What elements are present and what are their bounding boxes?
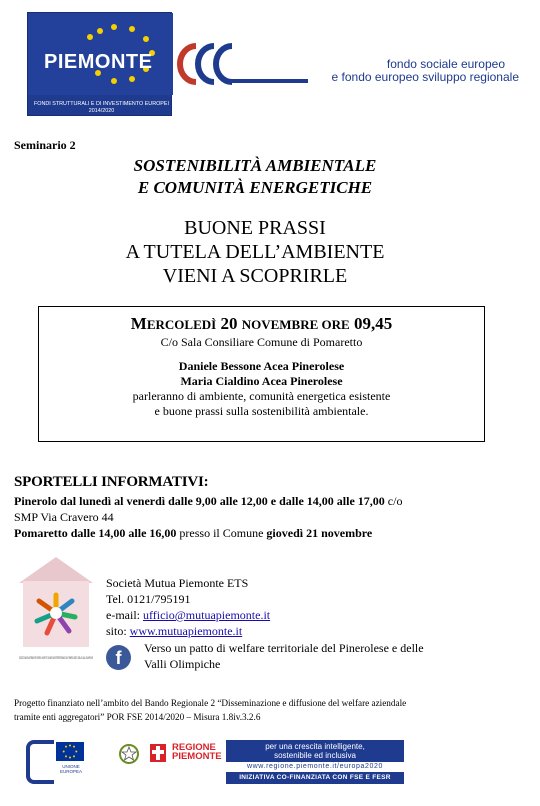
seminar-title-line1: SOSTENIBILITÀ AMBIENTALE: [133, 156, 377, 175]
info-line-address: SMP Via Cravero 44: [14, 510, 114, 524]
event-details-box: [38, 306, 485, 442]
ccc-logo-icon: [178, 42, 308, 86]
event-date-number: 20: [220, 314, 238, 333]
facebook-caption-line1: Verso un patto di welfare territoriale del Pinerolese e delle: [144, 641, 424, 655]
event-month-time-label: NOVEMBRE ORE: [241, 317, 350, 332]
seminar-title: [0, 155, 510, 199]
europa2020-banner: [226, 740, 404, 784]
smp-contact: [106, 575, 270, 639]
speaker-1: Daniele Bessone Acea Pinerolese: [178, 359, 345, 373]
funding-note-line1: Progetto finanziato nell’ambito del Bando Regionale 2 “Disseminazione e diffusione del welfare aziendale: [14, 698, 407, 708]
banner-url[interactable]: www.regione.piemonte.it/europa2020: [226, 762, 404, 772]
smp-site-link[interactable]: www.mutuapiemonte.it: [129, 624, 243, 638]
info-line-pinerolo: [14, 494, 402, 509]
seminar-label: Seminario 2: [14, 138, 76, 152]
info-line-pomaretto: [14, 526, 372, 541]
seminar-title-line2: E COMUNITÀ ENERGETICHE: [137, 178, 373, 197]
region-logo-word: PIEMONTE: [44, 51, 153, 73]
headline-line3: VIENI A SCOPRIRLE: [162, 265, 348, 287]
facebook-icon[interactable]: f: [106, 645, 131, 670]
region-logo-subtitle: FONDI STRUTTURALI E DI INVESTIMENTO EUROPEI 2014/2020: [34, 101, 169, 114]
smp-site-row: [106, 623, 270, 639]
regione-line1: REGIONE: [172, 742, 216, 753]
regione-piemonte-name: [172, 743, 222, 761]
smp-logo-icon: [17, 555, 95, 683]
eu-flag-stars-icon: [56, 742, 84, 761]
event-date: [39, 314, 484, 335]
speaker-2: Maria Cialdino Acea Pinerolese: [180, 374, 343, 388]
fse-line: fondo sociale europeo: [386, 57, 505, 71]
smp-tel: Tel. 0121/795191: [106, 592, 191, 606]
smp-email-link[interactable]: ufficio@mutuapiemonte.it: [142, 608, 271, 622]
info-pomaretto-day: giovedì 21 novembre: [266, 526, 373, 540]
smp-email-row: [106, 607, 270, 623]
footer-logos: [26, 740, 404, 784]
info-desks-title: SPORTELLI INFORMATIVI:: [14, 474, 209, 490]
speakers: [39, 359, 484, 389]
headline: [0, 216, 510, 288]
italian-republic-emblem-icon: [118, 742, 140, 766]
smp-email-label: e-mail:: [106, 608, 140, 622]
event-description-line1: parleranno di ambiente, comunità energetica esistente: [132, 389, 391, 403]
info-pomaretto-place: presso il Comune: [179, 526, 264, 540]
event-description-line2: e buone prassi sulla sostenibilità ambientale.: [154, 404, 369, 418]
event-venue: C/o Sala Consiliare Comune di Pomaretto: [160, 335, 363, 349]
info-pomaretto-hours: Pomaretto dalle 14,00 alle 16,00: [14, 526, 177, 540]
smp-logo-caption: SOCIETÀ MUTUA PIEMONTE VERSO UN PATTO DI WELFARE TERRITORIALE DEL PINEROLESE E DELLE VALLI OLIMPICHE: [19, 655, 94, 660]
smp-site-label: sito:: [106, 624, 127, 638]
regione-line2: PIEMONTE: [172, 751, 222, 762]
facebook-caption-line2: Valli Olimpiche: [144, 657, 221, 671]
eu-flag-icon: [56, 742, 84, 761]
funding-note-line2: tramite enti aggregatori” POR FSE 2014/2020 – Misura 1.8iv.3.2.6: [14, 712, 261, 722]
info-pinerolo-co: c/o: [387, 494, 403, 508]
banner-line2: sostenibile ed inclusiva: [274, 751, 356, 760]
event-day-rest: ERCOLEDÌ: [146, 317, 217, 332]
event-description: [39, 389, 484, 419]
banner-line4: INIZIATIVA CO-FINANZIATA CON FSE E FESR: [239, 774, 391, 781]
fesr-line: e fondo europeo sviluppo regionale: [331, 70, 519, 84]
piemonte-fondi-logo: [27, 12, 172, 116]
eu-caption: UNIONE EUROPEA: [59, 764, 82, 774]
info-pinerolo-hours: Pinerolo dal lunedì al venerdì dalle 9,00 alle 12,00 e dalle 14,00 alle 17,00: [14, 494, 385, 508]
banner-line1: per una crescita intelligente,: [265, 742, 365, 751]
event-time: 09,45: [353, 314, 393, 333]
funding-note: [14, 696, 406, 724]
event-day-initial: M: [130, 314, 147, 333]
smp-name: Società Mutua Piemonte ETS: [106, 576, 249, 590]
headline-line2: A TUTELA DELL’AMBIENTE: [125, 241, 385, 263]
headline-line1: BUONE PRASSI: [184, 217, 326, 239]
facebook-caption: [144, 640, 424, 672]
fse-fesr-logo: [178, 42, 523, 86]
footer-frame: [26, 740, 54, 784]
regione-piemonte-emblem-icon: [150, 744, 166, 762]
